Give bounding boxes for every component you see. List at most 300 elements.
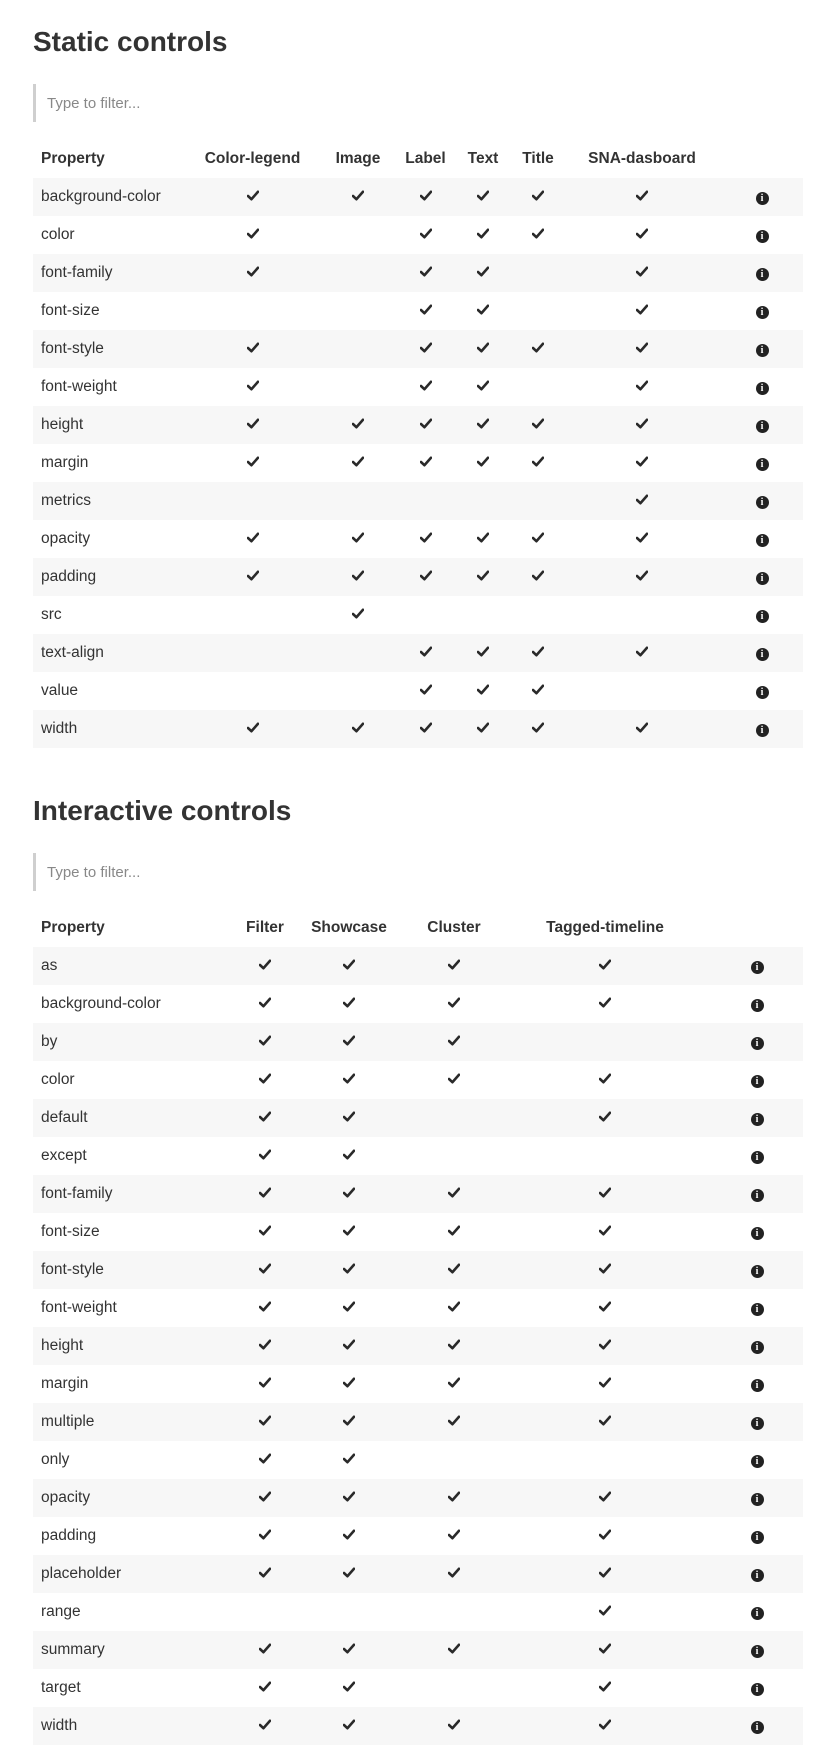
section-title: Interactive controls	[33, 795, 292, 826]
support-cell-sna-dasboard	[563, 596, 721, 634]
support-cell-showcase	[289, 985, 409, 1023]
support-cell-label	[398, 634, 453, 672]
property-name: multiple	[41, 1413, 95, 1430]
support-cell-text	[453, 330, 513, 368]
info-icon[interactable]: i	[756, 458, 769, 471]
support-cell-cluster	[409, 1137, 499, 1175]
info-cell	[721, 596, 803, 634]
support-cell-tagged-timeline	[499, 1479, 711, 1517]
checkmark-icon	[352, 454, 364, 471]
info-icon[interactable]: i	[751, 1531, 764, 1544]
property-name: range	[41, 1603, 81, 1620]
checkmark-icon	[420, 188, 432, 205]
support-cell-tagged-timeline	[499, 985, 711, 1023]
info-icon[interactable]: i	[751, 1227, 764, 1240]
property-name: margin	[41, 1375, 89, 1392]
column-header-tagged-timeline[interactable]: Tagged-timeline	[546, 919, 664, 936]
property-name: background-color	[41, 995, 161, 1012]
support-cell-tagged-timeline	[499, 1365, 711, 1403]
support-cell-cluster	[409, 947, 499, 985]
info-icon[interactable]: i	[756, 420, 769, 433]
checkmark-icon	[343, 1185, 355, 1202]
table-row	[33, 1479, 803, 1517]
column-header-filter[interactable]: Filter	[246, 919, 284, 936]
support-cell-title	[513, 482, 563, 520]
property-name: width	[41, 1717, 78, 1734]
info-icon[interactable]: i	[751, 1265, 764, 1278]
table-row	[33, 1441, 803, 1479]
info-cell	[711, 1251, 803, 1289]
property-name: font-style	[41, 1261, 104, 1278]
support-cell-image	[318, 520, 398, 558]
support-cell-filter	[241, 1023, 289, 1061]
static-controls-section	[33, 14, 803, 748]
info-icon[interactable]: i	[756, 496, 769, 509]
info-icon[interactable]: i	[751, 1341, 764, 1354]
support-cell-title	[513, 254, 563, 292]
support-cell-title	[513, 216, 563, 254]
table-row	[33, 1593, 803, 1631]
info-icon[interactable]: i	[751, 1417, 764, 1430]
info-cell	[711, 1631, 803, 1669]
property-name: except	[41, 1147, 87, 1164]
column-header-sna-dasboard[interactable]: SNA-dasboard	[588, 150, 696, 167]
checkmark-icon	[599, 1109, 611, 1126]
support-cell-title	[513, 178, 563, 216]
checkmark-icon	[247, 340, 259, 357]
interactive-table-body	[33, 947, 803, 1745]
checkmark-icon	[343, 1223, 355, 1240]
support-cell-cluster	[409, 1517, 499, 1555]
support-cell-text	[453, 254, 513, 292]
property-name: by	[41, 1033, 58, 1050]
checkmark-icon	[259, 1147, 271, 1164]
checkmark-icon	[247, 720, 259, 737]
support-cell-image	[318, 596, 398, 634]
support-cell-text	[453, 558, 513, 596]
property-name: font-family	[41, 1185, 113, 1202]
support-cell-title	[513, 520, 563, 558]
support-cell-tagged-timeline	[499, 1403, 711, 1441]
checkmark-icon	[343, 1071, 355, 1088]
info-cell	[721, 406, 803, 444]
table-row	[33, 1251, 803, 1289]
info-icon[interactable]: i	[751, 1493, 764, 1506]
checkmark-icon	[420, 530, 432, 547]
property-name: height	[41, 1337, 84, 1354]
section-title: Static controls	[33, 26, 228, 57]
checkmark-icon	[420, 378, 432, 395]
support-cell-showcase	[289, 1327, 409, 1365]
support-cell-tagged-timeline	[499, 1251, 711, 1289]
checkmark-icon	[420, 416, 432, 433]
support-cell-cluster	[409, 1479, 499, 1517]
support-cell-text	[453, 444, 513, 482]
info-icon[interactable]: i	[751, 1189, 764, 1202]
property-name: placeholder	[41, 1565, 122, 1582]
support-cell-showcase	[289, 1593, 409, 1631]
checkmark-icon	[477, 644, 489, 661]
checkmark-icon	[343, 1451, 355, 1468]
support-cell-image	[318, 482, 398, 520]
support-cell-label	[398, 178, 453, 216]
support-cell-tagged-timeline	[499, 947, 711, 985]
property-name: font-weight	[41, 1299, 117, 1316]
support-cell-label	[398, 482, 453, 520]
property-name: font-size	[41, 302, 100, 319]
support-cell-image	[318, 254, 398, 292]
support-cell-image	[318, 368, 398, 406]
checkmark-icon	[448, 995, 460, 1012]
checkmark-icon	[343, 1299, 355, 1316]
support-cell-text	[453, 520, 513, 558]
table-header-row	[33, 909, 803, 947]
info-cell	[711, 1137, 803, 1175]
support-cell-filter	[241, 1365, 289, 1403]
property-name: color	[41, 226, 75, 243]
info-cell	[711, 985, 803, 1023]
checkmark-icon	[343, 1679, 355, 1696]
info-cell	[711, 1669, 803, 1707]
support-cell-showcase	[289, 947, 409, 985]
support-cell-sna-dasboard	[563, 178, 721, 216]
support-cell-filter	[241, 1175, 289, 1213]
support-cell-title	[513, 368, 563, 406]
info-cell	[721, 672, 803, 710]
support-cell-color-legend	[187, 482, 318, 520]
support-cell-filter	[241, 1327, 289, 1365]
table-row	[33, 1023, 803, 1061]
support-cell-cluster	[409, 1213, 499, 1251]
support-cell-filter	[241, 1061, 289, 1099]
checkmark-icon	[352, 720, 364, 737]
support-cell-tagged-timeline	[499, 1289, 711, 1327]
table-row	[33, 1555, 803, 1593]
checkmark-icon	[448, 1033, 460, 1050]
checkmark-icon	[636, 416, 648, 433]
table-row	[33, 672, 803, 710]
table-row	[33, 1517, 803, 1555]
support-cell-filter	[241, 1479, 289, 1517]
table-row	[33, 1403, 803, 1441]
checkmark-icon	[599, 1261, 611, 1278]
support-cell-tagged-timeline	[499, 1669, 711, 1707]
support-cell-label	[398, 520, 453, 558]
info-icon[interactable]: i	[751, 1607, 764, 1620]
info-icon[interactable]: i	[756, 724, 769, 737]
column-header-color-legend[interactable]: Color-legend	[204, 150, 301, 167]
info-icon[interactable]: i	[756, 306, 769, 319]
checkmark-icon	[532, 226, 544, 243]
filter-input[interactable]	[47, 95, 747, 112]
info-icon[interactable]: i	[751, 1303, 764, 1316]
checkmark-icon	[599, 1679, 611, 1696]
info-cell	[711, 1327, 803, 1365]
support-cell-text	[453, 178, 513, 216]
checkmark-icon	[599, 1223, 611, 1240]
info-cell	[711, 1023, 803, 1061]
column-header-image[interactable]: Image	[335, 150, 381, 167]
property-name: font-weight	[41, 378, 117, 395]
checkmark-icon	[420, 720, 432, 737]
checkmark-icon	[448, 1261, 460, 1278]
support-cell-text	[453, 710, 513, 748]
support-cell-text	[453, 292, 513, 330]
checkmark-icon	[247, 530, 259, 547]
table-row	[33, 985, 803, 1023]
info-icon[interactable]: i	[756, 382, 769, 395]
property-name: height	[41, 416, 84, 433]
support-cell-tagged-timeline	[499, 1137, 711, 1175]
support-cell-sna-dasboard	[563, 444, 721, 482]
support-cell-image	[318, 444, 398, 482]
support-cell-showcase	[289, 1707, 409, 1745]
checkmark-icon	[599, 1717, 611, 1734]
table-row	[33, 1669, 803, 1707]
support-cell-color-legend	[187, 596, 318, 634]
checkmark-icon	[599, 1337, 611, 1354]
support-cell-tagged-timeline	[499, 1517, 711, 1555]
support-cell-sna-dasboard	[563, 330, 721, 368]
table-row	[33, 1213, 803, 1251]
property-name: font-size	[41, 1223, 100, 1240]
support-cell-showcase	[289, 1061, 409, 1099]
support-cell-cluster	[409, 985, 499, 1023]
support-cell-text	[453, 406, 513, 444]
support-cell-cluster	[409, 1175, 499, 1213]
checkmark-icon	[599, 1565, 611, 1582]
interactive-controls-section	[33, 783, 803, 1745]
table-row	[33, 292, 803, 330]
info-cell	[721, 368, 803, 406]
support-cell-filter	[241, 1289, 289, 1327]
column-header-property[interactable]: Property	[41, 919, 105, 936]
info-icon[interactable]: i	[751, 1721, 764, 1734]
table-row	[33, 254, 803, 292]
info-cell	[711, 1365, 803, 1403]
info-cell	[711, 1555, 803, 1593]
checkmark-icon	[259, 1033, 271, 1050]
support-cell-title	[513, 406, 563, 444]
support-cell-sna-dasboard	[563, 368, 721, 406]
info-cell	[721, 482, 803, 520]
checkmark-icon	[343, 1109, 355, 1126]
checkmark-icon	[343, 1565, 355, 1582]
table-row	[33, 1061, 803, 1099]
table-row	[33, 444, 803, 482]
checkmark-icon	[448, 1413, 460, 1430]
support-cell-sna-dasboard	[563, 292, 721, 330]
checkmark-icon	[477, 226, 489, 243]
info-cell	[711, 1593, 803, 1631]
info-icon[interactable]: i	[751, 1379, 764, 1392]
table-row	[33, 710, 803, 748]
checkmark-icon	[352, 606, 364, 623]
property-name: summary	[41, 1641, 105, 1658]
filter-input[interactable]	[47, 864, 747, 881]
info-icon[interactable]: i	[751, 999, 764, 1012]
support-cell-cluster	[409, 1441, 499, 1479]
support-cell-showcase	[289, 1289, 409, 1327]
checkmark-icon	[259, 1185, 271, 1202]
checkmark-icon	[636, 340, 648, 357]
info-icon[interactable]: i	[751, 1645, 764, 1658]
checkmark-icon	[448, 1527, 460, 1544]
support-cell-title	[513, 444, 563, 482]
support-cell-filter	[241, 1441, 289, 1479]
support-cell-cluster	[409, 1365, 499, 1403]
table-header-row	[33, 140, 803, 178]
info-cell	[711, 1403, 803, 1441]
checkmark-icon	[599, 1413, 611, 1430]
filter-box	[33, 853, 803, 891]
support-cell-sna-dasboard	[563, 254, 721, 292]
support-cell-sna-dasboard	[563, 558, 721, 596]
checkmark-icon	[532, 568, 544, 585]
checkmark-icon	[636, 568, 648, 585]
support-cell-tagged-timeline	[499, 1023, 711, 1061]
info-icon[interactable]: i	[751, 1113, 764, 1126]
table-row	[33, 558, 803, 596]
support-cell-sna-dasboard	[563, 406, 721, 444]
info-icon[interactable]: i	[751, 961, 764, 974]
table-row	[33, 947, 803, 985]
support-cell-label	[398, 368, 453, 406]
static-properties-table	[33, 140, 803, 748]
support-cell-showcase	[289, 1403, 409, 1441]
support-cell-showcase	[289, 1631, 409, 1669]
checkmark-icon	[259, 957, 271, 974]
info-icon[interactable]: i	[756, 572, 769, 585]
checkmark-icon	[259, 1375, 271, 1392]
table-row	[33, 1175, 803, 1213]
info-icon[interactable]: i	[756, 534, 769, 547]
info-icon[interactable]: i	[751, 1569, 764, 1582]
checkmark-icon	[343, 1717, 355, 1734]
property-name: opacity	[41, 530, 91, 547]
support-cell-tagged-timeline	[499, 1555, 711, 1593]
info-icon[interactable]: i	[751, 1683, 764, 1696]
column-header-title[interactable]: Title	[522, 150, 554, 167]
checkmark-icon	[259, 1489, 271, 1506]
table-row	[33, 1365, 803, 1403]
info-cell	[721, 444, 803, 482]
info-icon[interactable]: i	[756, 686, 769, 699]
table-row	[33, 178, 803, 216]
column-header-text[interactable]: Text	[467, 150, 499, 167]
checkmark-icon	[532, 644, 544, 661]
checkmark-icon	[448, 1565, 460, 1582]
support-cell-color-legend	[187, 634, 318, 672]
info-icon[interactable]: i	[756, 192, 769, 205]
column-header-label[interactable]: Label	[405, 150, 446, 167]
support-cell-tagged-timeline	[499, 1593, 711, 1631]
column-header-cluster[interactable]: Cluster	[427, 919, 481, 936]
info-icon[interactable]: i	[751, 1151, 764, 1164]
checkmark-icon	[477, 720, 489, 737]
support-cell-filter	[241, 1403, 289, 1441]
checkmark-icon	[343, 1147, 355, 1164]
support-cell-label	[398, 330, 453, 368]
checkmark-icon	[599, 995, 611, 1012]
property-name: default	[41, 1109, 88, 1126]
table-row	[33, 1707, 803, 1745]
checkmark-icon	[259, 1413, 271, 1430]
checkmark-icon	[343, 1489, 355, 1506]
support-cell-cluster	[409, 1631, 499, 1669]
info-icon[interactable]: i	[756, 344, 769, 357]
info-icon[interactable]: i	[756, 610, 769, 623]
support-cell-tagged-timeline	[499, 1327, 711, 1365]
support-cell-label	[398, 254, 453, 292]
info-cell	[711, 1061, 803, 1099]
table-row	[33, 216, 803, 254]
support-cell-showcase	[289, 1251, 409, 1289]
checkmark-icon	[448, 1337, 460, 1354]
checkmark-icon	[532, 720, 544, 737]
checkmark-icon	[343, 1337, 355, 1354]
info-icon[interactable]: i	[751, 1075, 764, 1088]
column-header-property[interactable]: Property	[41, 150, 105, 167]
support-cell-color-legend	[187, 558, 318, 596]
checkmark-icon	[636, 644, 648, 661]
support-cell-color-legend	[187, 178, 318, 216]
info-icon[interactable]: i	[756, 268, 769, 281]
property-name: target	[41, 1679, 81, 1696]
info-icon[interactable]: i	[751, 1037, 764, 1050]
support-cell-sna-dasboard	[563, 672, 721, 710]
support-cell-filter	[241, 1251, 289, 1289]
checkmark-icon	[636, 264, 648, 281]
checkmark-icon	[448, 1717, 460, 1734]
info-icon[interactable]: i	[756, 648, 769, 661]
checkmark-icon	[352, 568, 364, 585]
support-cell-text	[453, 672, 513, 710]
support-cell-label	[398, 596, 453, 634]
checkmark-icon	[636, 492, 648, 509]
property-name: opacity	[41, 1489, 91, 1506]
checkmark-icon	[420, 644, 432, 661]
info-icon[interactable]: i	[751, 1455, 764, 1468]
checkmark-icon	[477, 454, 489, 471]
property-name: src	[41, 606, 62, 623]
checkmark-icon	[477, 264, 489, 281]
support-cell-tagged-timeline	[499, 1061, 711, 1099]
checkmark-icon	[532, 454, 544, 471]
table-row	[33, 1289, 803, 1327]
support-cell-cluster	[409, 1023, 499, 1061]
support-cell-cluster	[409, 1707, 499, 1745]
column-header-showcase[interactable]: Showcase	[311, 919, 387, 936]
table-row	[33, 482, 803, 520]
support-cell-tagged-timeline	[499, 1175, 711, 1213]
checkmark-icon	[420, 682, 432, 699]
checkmark-icon	[343, 1033, 355, 1050]
table-row	[33, 368, 803, 406]
support-cell-tagged-timeline	[499, 1707, 711, 1745]
support-cell-color-legend	[187, 254, 318, 292]
checkmark-icon	[259, 1641, 271, 1658]
checkmark-icon	[599, 1185, 611, 1202]
checkmark-icon	[259, 1451, 271, 1468]
info-icon[interactable]: i	[756, 230, 769, 243]
support-cell-image	[318, 672, 398, 710]
checkmark-icon	[352, 188, 364, 205]
support-cell-text	[453, 216, 513, 254]
support-cell-tagged-timeline	[499, 1213, 711, 1251]
checkmark-icon	[448, 1489, 460, 1506]
table-row	[33, 596, 803, 634]
